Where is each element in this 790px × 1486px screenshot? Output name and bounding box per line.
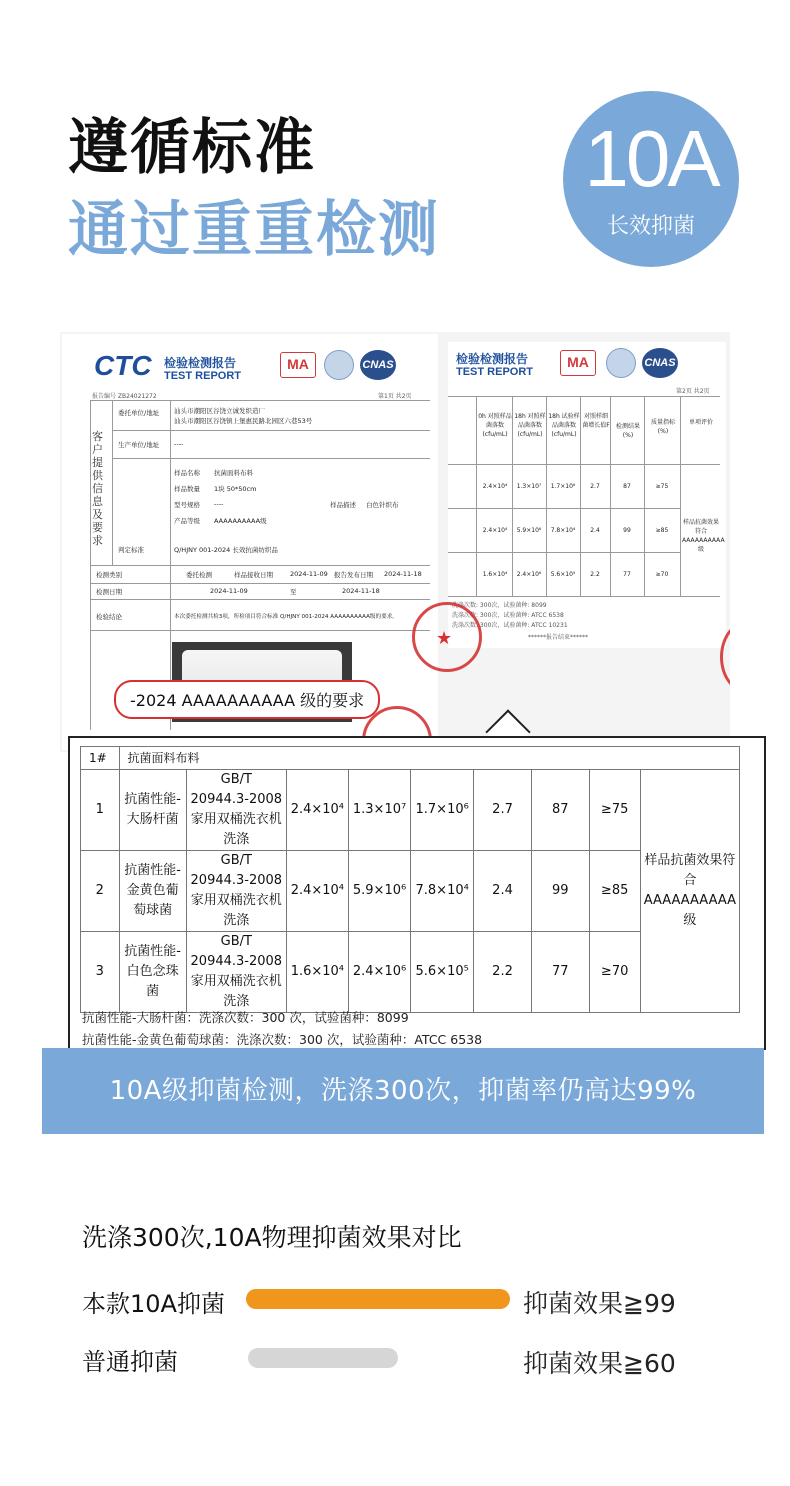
table-row	[81, 770, 740, 851]
ilac-mra-icon	[324, 350, 354, 380]
star-icon: ★	[436, 628, 453, 649]
col-18h-test: 18h 试验样品菌落数(cfu/mL)	[548, 413, 580, 438]
row-18h-test: 7.8×10⁴	[411, 851, 474, 932]
grade-label: 产品等级	[174, 517, 200, 525]
ma-mark: MA	[280, 352, 316, 378]
test-type-label: 检测类别	[96, 571, 122, 579]
grade-badge	[563, 91, 739, 267]
b-r2-f: 2.4	[590, 527, 600, 534]
cnas-mark: CNAS	[360, 350, 396, 380]
conclusion-label: 检验结论	[96, 613, 122, 621]
ordinary-label: 普通抑菌	[82, 1348, 178, 1376]
b-r2-0h: 2.4×10⁴	[482, 527, 508, 534]
b-r2-result: 99	[623, 527, 631, 534]
report-title-2: 检验检测报告	[456, 352, 529, 366]
test-note-2: 抗菌性能-金黄色葡萄球菌：洗涤次数：300 次，试验菌种：ATCC 6538	[82, 1032, 483, 1047]
b-r3-18t: 5.6×10⁵	[550, 571, 576, 578]
test-type-value: 委托检测	[186, 571, 212, 579]
row-18h-test: 1.7×10⁶	[411, 770, 474, 851]
b-r1-18c: 1.3×10⁷	[516, 483, 542, 490]
col-18h-control: 18h 对照样品菌落数(cfu/mL)	[514, 413, 546, 438]
client-label: 委托单位/地址	[118, 409, 160, 417]
conclusion-callout: -2024 AAAAAAAAAA 级的要求	[114, 680, 380, 719]
standard-label: 判定标准	[118, 546, 144, 554]
sample-qty-value: 1块 50*50cm	[214, 485, 257, 493]
report-page-2	[448, 342, 726, 648]
badge-caption: 长效抑菌	[606, 214, 695, 239]
ordinary-effect-value: 抑菌效果≧60	[523, 1349, 676, 1378]
b-evaluation: 样品抗菌效果符合AAAAAAAAAA级	[682, 519, 725, 553]
ordinary-effect-bar	[248, 1348, 398, 1368]
row-method: GB/T 20944.3-2008 家用双桶洗衣机洗涤	[186, 932, 286, 1013]
grade-value: AAAAAAAAAA级	[214, 517, 267, 525]
page-indicator-2: 第2页 共2页	[676, 388, 710, 395]
b-r1-result: 87	[623, 483, 631, 490]
row-no: 2	[81, 851, 120, 932]
row-18h-control: 5.9×10⁶	[348, 851, 411, 932]
b-note-3: 洗涤次数: 300次，试验菌种: ATCC 10231	[452, 622, 568, 629]
manufacturer-value: ----	[174, 440, 184, 448]
row-item: 抗菌性能-大肠杆菌	[119, 770, 186, 851]
client-address: 汕头市潮阳区谷饶镇上堡惠民路北园区六巷53号	[174, 417, 313, 425]
desc-value: 白色针织布	[366, 501, 399, 509]
receive-date-value: 2024-11-09	[290, 570, 328, 578]
col-index: 质量指标(%)	[650, 419, 675, 435]
sample-row	[81, 747, 740, 770]
row-f: 2.4	[473, 851, 531, 932]
test-note-1: 抗菌性能-大肠杆菌：洗涤次数：300 次，试验菌种：8099	[82, 1010, 409, 1025]
col-0h: 0h 对照样品菌落数(cfu/mL)	[478, 413, 512, 438]
issue-date-value: 2024-11-18	[384, 570, 422, 578]
row-18h-control: 1.3×10⁷	[348, 770, 411, 851]
product-effect-value: 抑菌效果≧99	[523, 1289, 676, 1318]
comparison-title: 洗涤300次,10A物理抑菌效果对比	[82, 1223, 462, 1252]
test-date-label: 检测日期	[96, 588, 122, 596]
ctc-logo: CTC	[94, 350, 152, 381]
client-value: 汕头市潮阳区谷饶立诚发织造厂	[174, 407, 265, 415]
desc-label: 样品描述	[330, 501, 356, 509]
ilac-mra-icon-2	[606, 348, 636, 378]
row-no: 3	[81, 932, 120, 1013]
row-method: GB/T 20944.3-2008 家用双桶洗衣机洗涤	[186, 851, 286, 932]
row-no: 1	[81, 770, 120, 851]
b-note-2: 洗涤次数: 300次，试验菌种: ATCC 6538	[452, 612, 564, 619]
b-r3-result: 77	[623, 571, 631, 578]
sample-name-value: 抗菌面料布料	[214, 469, 253, 477]
test-date-end: 2024-11-18	[342, 587, 380, 595]
row-result: 87	[532, 770, 589, 851]
cnas-mark-2: CNAS	[642, 348, 678, 378]
row-f: 2.2	[473, 932, 531, 1013]
b-r1-18t: 1.7×10⁶	[550, 483, 576, 490]
b-r1-0h: 2.4×10⁴	[482, 483, 508, 490]
product-label: 本款10A抑菌	[82, 1290, 225, 1318]
row-0h: 2.4×10⁴	[286, 770, 348, 851]
row-result: 77	[532, 932, 589, 1013]
sample-qty-label: 样品数量	[174, 485, 200, 493]
b-r3-0h: 1.6×10⁴	[482, 571, 508, 578]
sample-name: 抗菌面料布料	[119, 747, 739, 770]
row-18h-control: 2.4×10⁶	[348, 932, 411, 1013]
row-method: GB/T 20944.3-2008 家用双桶洗衣机洗涤	[186, 770, 286, 851]
report-subtitle-2: TEST REPORT	[456, 366, 534, 378]
row-0h: 1.6×10⁴	[286, 932, 348, 1013]
issue-date-label: 报告发布日期	[334, 571, 373, 579]
row-0h: 2.4×10⁴	[286, 851, 348, 932]
row-item: 抗菌性能-白色念珠菌	[119, 932, 186, 1013]
col-result: 检测结果(%)	[615, 423, 640, 439]
row-18h-test: 5.6×10⁵	[411, 932, 474, 1013]
b-r3-18c: 2.4×10⁶	[516, 571, 542, 578]
headline-line2: 通过重重检测	[68, 195, 440, 265]
badge-grade: 10A	[584, 114, 718, 203]
b-r1-f: 2.7	[590, 483, 600, 490]
ma-mark-2: MA	[560, 350, 596, 376]
result-table	[80, 746, 740, 1013]
test-date-to: 至	[290, 588, 297, 596]
report-title: 检验检测报告	[164, 356, 237, 370]
headline-line1: 遵循标准	[68, 113, 316, 183]
row-f: 2.7	[473, 770, 531, 851]
col-f: 对照样细菌增长值F	[582, 413, 610, 429]
b-r2-index: ≥85	[655, 527, 669, 534]
standard-value: Q/HJNY 001-2024 长效抗菌纺织品	[174, 546, 278, 554]
report-subtitle: TEST REPORT	[164, 370, 242, 382]
conclusion-value: 本次委托检测共检3项，所检项目符合标准 Q/HJNY 001-2024 AAAAAAAAAA级的要求。	[174, 614, 398, 620]
b-r2-18c: 5.9×10⁶	[516, 527, 542, 534]
row-result: 99	[532, 851, 589, 932]
row-evaluation: 样品抗菌效果符合AAAAAAAAAA级	[640, 770, 739, 1013]
report-number: 报告编号 ZB24021272	[92, 393, 157, 400]
row-item: 抗菌性能-金黄色葡萄球菌	[119, 851, 186, 932]
b-report-end: ******报告结束******	[528, 634, 589, 641]
product-effect-bar	[246, 1289, 510, 1309]
row-index: ≥75	[589, 770, 640, 851]
b-r3-f: 2.2	[590, 571, 600, 578]
b-r1-index: ≥75	[655, 483, 669, 490]
highlight-banner: 10A级抑菌检测，洗涤300次，抑菌率仍高达99%	[42, 1048, 764, 1134]
sample-no: 1#	[81, 747, 120, 770]
page-indicator-1: 第1页 共2页	[378, 393, 412, 400]
test-date-start: 2024-11-09	[210, 587, 248, 595]
b-note-1: 洗涤次数: 300次，试验菌种: 8099	[452, 602, 547, 609]
zoomed-result-table	[68, 736, 766, 1050]
spec-label: 型号规格	[174, 501, 200, 509]
spec-value: ----	[214, 500, 224, 508]
side-label: 客户提供信息及要求	[92, 430, 103, 547]
b-r3-index: ≥70	[655, 571, 669, 578]
b-r2-18t: 7.8×10⁴	[550, 527, 576, 534]
receive-date-label: 样品接收日期	[234, 571, 273, 579]
row-index: ≥70	[589, 932, 640, 1013]
row-index: ≥85	[589, 851, 640, 932]
sample-name-label: 样品名称	[174, 469, 200, 477]
col-eval: 单项评价	[688, 419, 713, 426]
manufacturer-label: 生产单位/地址	[118, 441, 160, 449]
